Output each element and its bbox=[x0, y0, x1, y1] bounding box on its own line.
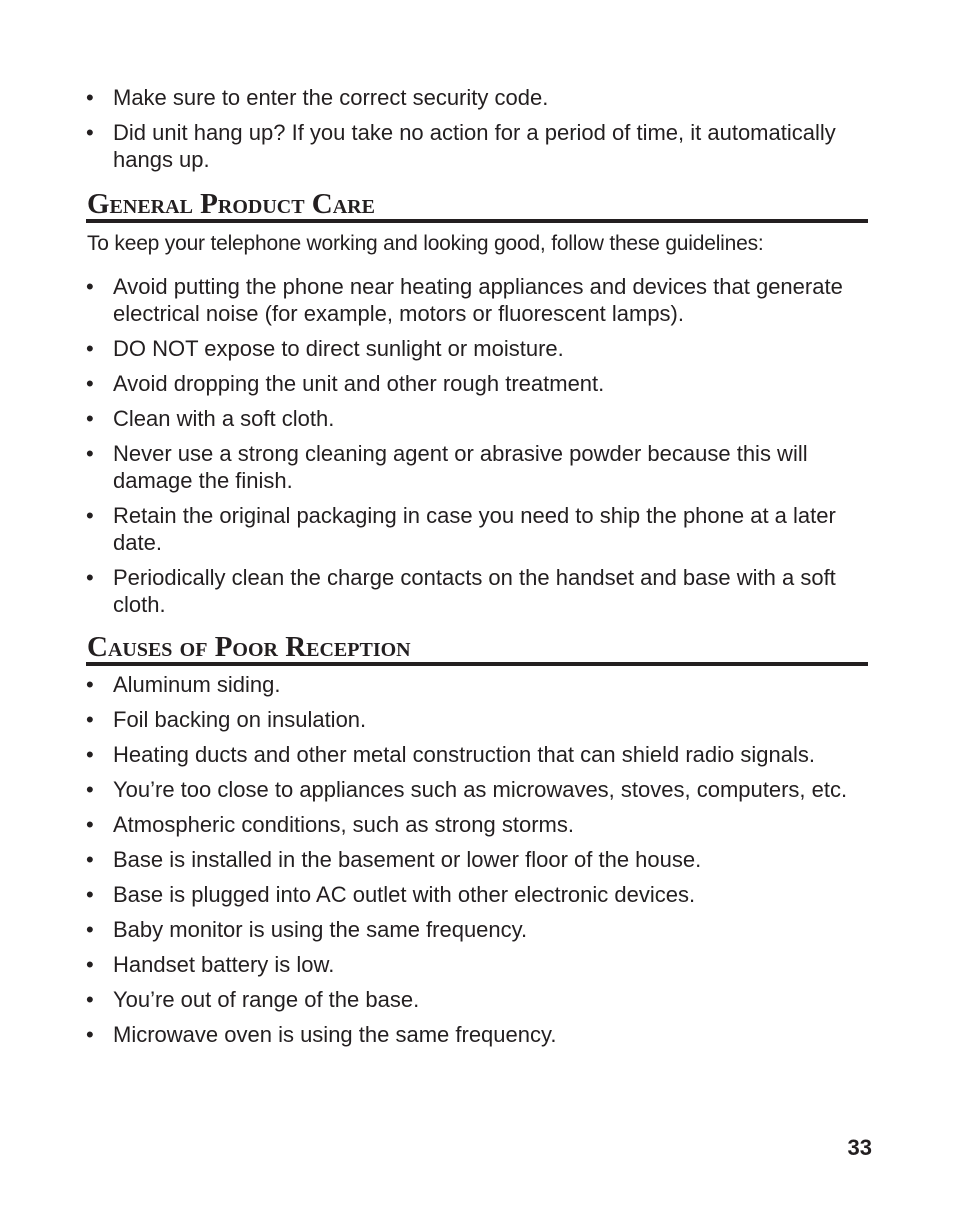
list-item bbox=[86, 84, 868, 111]
bullet-icon: • bbox=[86, 812, 94, 837]
list-item bbox=[86, 119, 868, 173]
list-item bbox=[86, 811, 868, 838]
list-item-text: You’re too close to appliances such as microwaves, stoves, computers, etc. bbox=[113, 777, 848, 802]
bullet-icon: • bbox=[86, 120, 94, 145]
list-item-text: Avoid dropping the unit and other rough treatment. bbox=[113, 371, 605, 396]
list-item-text: You’re out of range of the base. bbox=[113, 987, 420, 1012]
bullet-icon: • bbox=[86, 565, 94, 590]
list-item-text: DO NOT expose to direct sunlight or moisture. bbox=[113, 336, 564, 361]
bullet-icon: • bbox=[86, 441, 94, 466]
bullet-icon: • bbox=[86, 917, 94, 942]
list-item-text: Avoid putting the phone near heating appliances and devices that generate electrical noise (for example, motors or fluorescent lamps). bbox=[113, 274, 843, 326]
list-item bbox=[86, 881, 868, 908]
bullet-icon: • bbox=[86, 952, 94, 977]
list-item-text: Make sure to enter the correct security code. bbox=[113, 85, 549, 110]
list-item-text: Did unit hang up? If you take no action for a period of time, it automatically hangs up. bbox=[113, 120, 836, 172]
list-item bbox=[86, 273, 868, 327]
bullet-icon: • bbox=[86, 503, 94, 528]
list-item-text: Base is plugged into AC outlet with other electronic devices. bbox=[113, 882, 696, 907]
bullet-icon: • bbox=[86, 336, 94, 361]
bullet-icon: • bbox=[86, 371, 94, 396]
list-item bbox=[86, 741, 868, 768]
list-item-text: Never use a strong cleaning agent or abrasive powder because this will damage the finish. bbox=[113, 441, 808, 493]
bullet-icon: • bbox=[86, 742, 94, 767]
bullet-icon: • bbox=[86, 672, 94, 697]
bullet-icon: • bbox=[86, 882, 94, 907]
list-item bbox=[86, 405, 868, 432]
list-item bbox=[86, 671, 868, 698]
manual-page bbox=[86, 84, 868, 1056]
list-item-text: Microwave oven is using the same frequency. bbox=[113, 1022, 557, 1047]
general-care-list bbox=[86, 273, 868, 618]
list-item-text: Base is installed in the basement or lower floor of the house. bbox=[113, 847, 702, 872]
list-item bbox=[86, 846, 868, 873]
list-item bbox=[86, 440, 868, 494]
list-item bbox=[86, 370, 868, 397]
list-item bbox=[86, 776, 868, 803]
list-item-text: Aluminum siding. bbox=[113, 672, 281, 697]
bullet-icon: • bbox=[86, 406, 94, 431]
list-item-text: Baby monitor is using the same frequency. bbox=[113, 917, 528, 942]
section-heading-general-product-care: General Product Care bbox=[86, 189, 868, 223]
list-item bbox=[86, 986, 868, 1013]
list-item bbox=[86, 335, 868, 362]
list-item-text: Heating ducts and other metal construction that can shield radio signals. bbox=[113, 742, 815, 767]
list-item-text: Handset battery is low. bbox=[113, 952, 335, 977]
bullet-icon: • bbox=[86, 707, 94, 732]
bullet-icon: • bbox=[86, 777, 94, 802]
list-item bbox=[86, 1021, 868, 1048]
bullet-icon: • bbox=[86, 85, 94, 110]
page-number: 33 bbox=[847, 1135, 872, 1160]
list-item-text: Foil backing on insulation. bbox=[113, 707, 367, 732]
top-bullet-list bbox=[86, 84, 868, 173]
bullet-icon: • bbox=[86, 1022, 94, 1047]
list-item-text: Clean with a soft cloth. bbox=[113, 406, 335, 431]
list-item bbox=[86, 502, 868, 556]
list-item-text: Retain the original packaging in case you need to ship the phone at a later date. bbox=[113, 503, 836, 555]
list-item bbox=[86, 564, 868, 618]
list-item-text: Periodically clean the charge contacts on the handset and base with a soft cloth. bbox=[113, 565, 836, 617]
bullet-icon: • bbox=[86, 847, 94, 872]
list-item bbox=[86, 951, 868, 978]
bullet-icon: • bbox=[86, 274, 94, 299]
list-item-text: Atmospheric conditions, such as strong storms. bbox=[113, 812, 574, 837]
section-heading-causes-of-poor-reception: Causes of Poor Reception bbox=[86, 632, 868, 666]
list-item bbox=[86, 916, 868, 943]
bullet-icon: • bbox=[86, 987, 94, 1012]
poor-reception-list bbox=[86, 671, 868, 1048]
list-item bbox=[86, 706, 868, 733]
general-care-intro: To keep your telephone working and looking good, follow these guidelines: bbox=[87, 232, 764, 255]
